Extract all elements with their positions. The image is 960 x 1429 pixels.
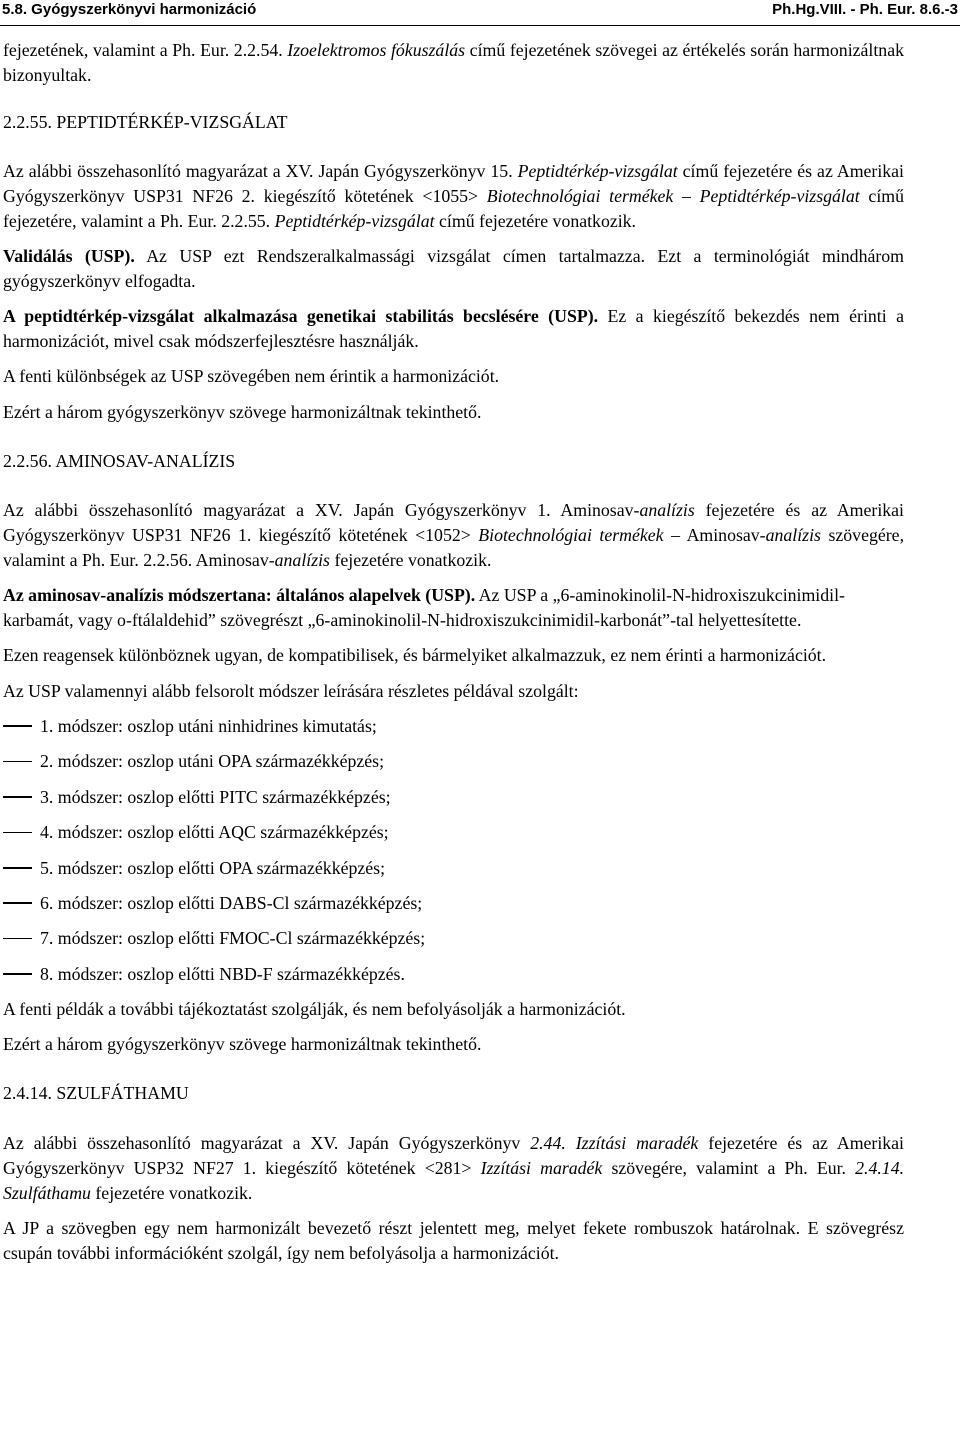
s2-p1-text-e: fejezetére vonatkozik. bbox=[334, 549, 492, 570]
s1-p1-text-a: Az alábbi összehasonlító magyarázat a XV. Japán Gyógyszerkönyv 15. bbox=[3, 161, 513, 182]
s1-paragraph-1 bbox=[3, 159, 904, 233]
s1-paragraph-3 bbox=[3, 304, 904, 354]
document-body bbox=[3, 38, 904, 1265]
dash-bullet-icon bbox=[3, 938, 32, 940]
s3-p1-italic-2: Izzítási maradék bbox=[480, 1157, 603, 1178]
section-heading-peptidterkep: 2.2.55. PEPTIDTÉRKÉP-VIZSGÁLAT bbox=[3, 111, 288, 132]
list-item bbox=[3, 820, 904, 845]
dash-bullet-icon bbox=[3, 796, 32, 798]
s2-p2-bold-lead: Az aminosav-analízis módszertana: általános alapelvek (USP). bbox=[3, 585, 476, 606]
method-text: 6. módszer: oszlop előtti DABS-Cl származékképzés; bbox=[40, 892, 423, 913]
header-page-ref: Ph.Hg.VIII. - Ph. Eur. 8.6.-3 bbox=[772, 1, 958, 18]
s1-p1-italic-3: Peptidtérkép-vizsgálat bbox=[274, 210, 435, 231]
s1-p2-bold-lead: Validálás (USP). bbox=[3, 246, 135, 267]
s3-p1-text-d: fejezetére vonatkozik. bbox=[95, 1182, 253, 1203]
s1-p2-text: Az USP ezt Rendszeralkalmassági vizsgálat címen tartalmazza. Ezt a terminológiát mindhárom gyógyszerkönyv elfogadta. bbox=[3, 246, 904, 292]
dash-bullet-icon bbox=[3, 832, 32, 834]
dash-bullet-icon bbox=[3, 973, 32, 975]
list-item bbox=[3, 856, 904, 881]
dash-bullet-icon bbox=[3, 902, 32, 904]
section-heading-aminosav: 2.2.56. AMINOSAV-ANALÍZIS bbox=[3, 450, 236, 471]
s2-paragraph-5: A fenti példák a további tájékoztatást szolgálják, és nem befolyásolják a harmonizációt. bbox=[3, 999, 626, 1020]
s3-p1-text-c: szövegére, valamint a Ph. Eur. bbox=[611, 1157, 846, 1178]
s2-paragraph-4: Az USP valamennyi alább felsorolt módszer leírására részletes példával szolgált: bbox=[3, 680, 579, 701]
s2-p1-text-c: – Aminosav- bbox=[671, 525, 766, 546]
dash-bullet-icon bbox=[3, 725, 32, 727]
method-text: 7. módszer: oszlop előtti FMOC-Cl származékképzés; bbox=[40, 928, 426, 949]
list-item bbox=[3, 785, 904, 810]
s3-p1-text-a: Az alábbi összehasonlító magyarázat a XV. Japán Gyógyszerkönyv bbox=[3, 1132, 521, 1153]
s2-p2-text: Az USP a „6-aminokinolil-N-hidroxiszukcinimidil-karbamát, vagy o-ftálaldehid” szövegrészt „6-aminokinolil-N-hidroxiszukcinimidil-karbonát”-tal helyettesítette. bbox=[3, 585, 845, 631]
s2-p1-text-b: fejezetére és az Amerikai Gyógyszerkönyv USP31 NF26 1. kiegészítő kötetének <1052> bbox=[3, 500, 904, 546]
list-item bbox=[3, 891, 904, 916]
list-item bbox=[3, 962, 904, 987]
running-header bbox=[0, 0, 960, 26]
s3-paragraph-2: A JP a szövegben egy nem harmonizált bevezető részt jelentett meg, melyet fekete rombuszok határolnak. E szövegrész csupán további információként szolgál, így nem befolyásolja a harmonizációt. bbox=[3, 1217, 904, 1263]
s1-p1-italic-1: Peptidtérkép-vizsgálat bbox=[517, 161, 678, 182]
s1-p1-text-d: című fejezetére vonatkozik. bbox=[439, 210, 637, 231]
s1-p1-text-b: című fejezetére és az Amerikai Gyógyszerkönyv USP31 NF26 2. kiegészítő kötetének <1055> bbox=[3, 161, 905, 207]
s1-p3-bold-lead: A peptidtérkép-vizsgálat alkalmazása genetikai stabilitás becslésére (USP). bbox=[3, 306, 599, 327]
s2-paragraph-1 bbox=[3, 498, 904, 572]
s1-p1-text-c: című fejezetére, valamint a Ph. Eur. 2.2.55. bbox=[3, 186, 904, 231]
header-chapter-title: 5.8. Gyógyszerkönyvi harmonizáció bbox=[2, 1, 257, 18]
s1-paragraph-4: A fenti különbségek az USP szövegében nem érintik a harmonizációt. bbox=[3, 366, 500, 387]
s3-paragraph-1 bbox=[3, 1131, 904, 1205]
dash-bullet-icon bbox=[3, 761, 32, 763]
list-item bbox=[3, 926, 904, 951]
intro-text: fejezetének, valamint a Ph. Eur. 2.2.54. bbox=[3, 40, 283, 60]
s3-p1-text-b: fejezetére és az Amerikai Gyógyszerkönyv USP32 NF27 1. kiegészítő kötetének <281> bbox=[3, 1132, 905, 1178]
s1-paragraph-5: Ezért a három gyógyszerkönyv szövege harmonizáltnak tekinthető. bbox=[3, 401, 482, 422]
intro-text-end: című fejezetének szövegei az értékelés során harmonizáltnak bizonyultak. bbox=[3, 40, 904, 85]
s2-p1-italic-3: analízis bbox=[765, 525, 821, 546]
method-text: 2. módszer: oszlop utáni OPA származékképzés; bbox=[40, 751, 385, 772]
list-item bbox=[3, 714, 904, 739]
intro-italic-title: Izoelektromos fókuszálás bbox=[287, 40, 466, 60]
list-item bbox=[3, 749, 904, 774]
s3-p1-italic-3: 2.4.14. Szulfáthamu bbox=[3, 1157, 905, 1203]
intro-paragraph bbox=[3, 38, 904, 88]
s2-paragraph-2 bbox=[3, 583, 904, 633]
method-text: 3. módszer: oszlop előtti PITC származékképzés; bbox=[40, 786, 391, 807]
s3-p1-italic-1: 2.44. Izzítási maradék bbox=[530, 1132, 699, 1153]
s2-p1-text-a: Az alábbi összehasonlító magyarázat a XV. Japán Gyógyszerkönyv 1. Aminosav- bbox=[3, 500, 640, 521]
method-text: 8. módszer: oszlop előtti NBD-F származékképzés. bbox=[40, 963, 405, 984]
dash-bullet-icon bbox=[3, 867, 32, 869]
section-heading-szulfathamu: 2.4.14. SZULFÁTHAMU bbox=[3, 1083, 189, 1104]
s2-p1-italic-2: Biotechnológiai termékek bbox=[478, 525, 664, 546]
s2-p1-italic-1: analízis bbox=[639, 500, 695, 521]
method-text: 4. módszer: oszlop előtti AQC származékképzés; bbox=[40, 822, 389, 843]
s1-paragraph-2 bbox=[3, 244, 904, 294]
s1-p1-italic-2: Biotechnológiai termékek – Peptidtérkép-vizsgálat bbox=[486, 186, 860, 207]
s1-p3-text: Ez a kiegészítő bekezdés nem érinti a harmonizációt, mivel csak módszerfejlesztésre használják. bbox=[3, 306, 904, 352]
method-text: 1. módszer: oszlop utáni ninhidrines kimutatás; bbox=[40, 715, 377, 736]
s2-p1-text-d: szövegére, valamint a Ph. Eur. 2.2.56. Aminosav- bbox=[3, 525, 905, 570]
s2-paragraph-6: Ezért a három gyógyszerkönyv szövege harmonizáltnak tekinthető. bbox=[3, 1034, 482, 1055]
method-text: 5. módszer: oszlop előtti OPA származékképzés; bbox=[40, 857, 386, 878]
method-list bbox=[3, 714, 904, 987]
s2-p1-italic-4: analízis bbox=[274, 549, 330, 570]
s2-paragraph-3: Ezen reagensek különböznek ugyan, de kompatibilisek, és bármelyiket alkalmazzuk, ez nem érinti a harmonizációt. bbox=[3, 645, 827, 666]
